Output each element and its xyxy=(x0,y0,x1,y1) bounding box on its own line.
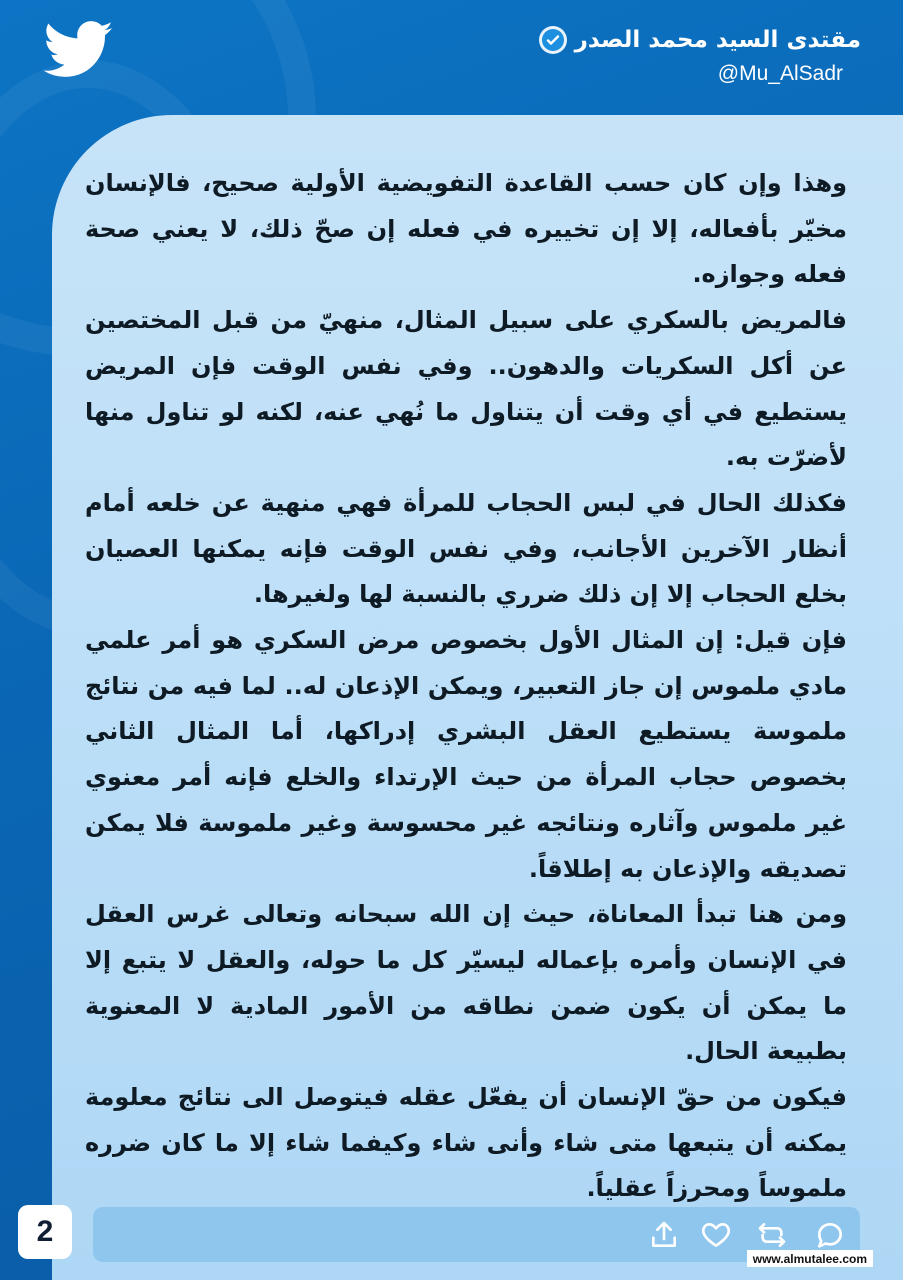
tweet-paragraph: فيكون من حقّ الإنسان أن يفعّل عقله فيتوصل الى نتائج معلومة يمكنه أن يتبعها متى شاء وأنى شاء وكيفما شاء إلا ما كان ضرره ملموساً ومحرزاً عقلياً. xyxy=(85,1083,847,1203)
like-icon[interactable] xyxy=(700,1219,732,1251)
verified-badge-icon xyxy=(539,26,567,54)
profile-name-text: مقتدى السيد محمد الصدر xyxy=(574,27,861,53)
share-icon[interactable] xyxy=(648,1219,680,1251)
profile-header xyxy=(0,0,903,115)
reply-icon[interactable] xyxy=(814,1219,846,1251)
tweet-paragraph: ومن هنا تبدأ المعاناة، حيث إن الله سبحانه وتعالى غرس العقل في الإنسان وأمره بإعماله ليسيّر كل ما حوله، والعقل لا يتبع إلا ما يمكن أن يكون ضمن نطاقه من الأمور المادية لا المعنوية بطبيعة الحال. xyxy=(85,900,847,1066)
tweet-text xyxy=(85,161,847,1212)
site-watermark: www.almutalee.com xyxy=(747,1250,873,1267)
retweet-icon[interactable] xyxy=(756,1219,788,1251)
tweet-action-bar xyxy=(93,1207,860,1262)
tweet-paragraph: فإن قيل: إن المثال الأول بخصوص مرض السكري هو أمر علمي مادي ملموس إن جاز التعبير، ويمكن الإذعان له.. لما فيه من نتائج ملموسة يستطيع العقل البشري إدراكها، أما المثال الثاني بخصوص حجاب المرأة من حيث الإرتداء والخلع فإنه أمر معنوي غير ملموس وآثاره ونتائجه غير محسوسة وغير ملموسة فلا يمكن تصديقه والإذعان به إطلاقاً. xyxy=(85,626,847,883)
profile-name[interactable] xyxy=(539,26,861,54)
tweet-paragraph: وهذا وإن كان حسب القاعدة التفويضية الأولية صحيح، فالإنسان مخيّر بأفعاله، إلا إن تخييره في فعله إن صحّ ذلك، لا يعني صحة فعله وجوازه. xyxy=(85,169,847,289)
profile-handle[interactable]: @Mu_AlSadr xyxy=(717,62,843,85)
tweet-paragraph: فكذلك الحال في لبس الحجاب للمرأة فهي منهية عن خلعه أمام أنظار الآخرين الأجانب، وفي نفس الوقت فإنه يمكنها العصيان بخلع الحجاب إلا إن ذلك ضرري بالنسبة لها ولغيرها. xyxy=(85,488,847,609)
tweet-paragraph: فالمريض بالسكري على سبيل المثال، منهيّ من قبل المختصين عن أكل السكريات والدهون.. وفي نفس الوقت فإن المريض يستطيع في أي وقت أن يتناول ما نُهي عنه، لكنه لو تناول منها لأضرّت به. xyxy=(85,306,847,472)
twitter-bird-icon xyxy=(44,20,114,80)
page-number-badge: 2 xyxy=(18,1205,72,1259)
